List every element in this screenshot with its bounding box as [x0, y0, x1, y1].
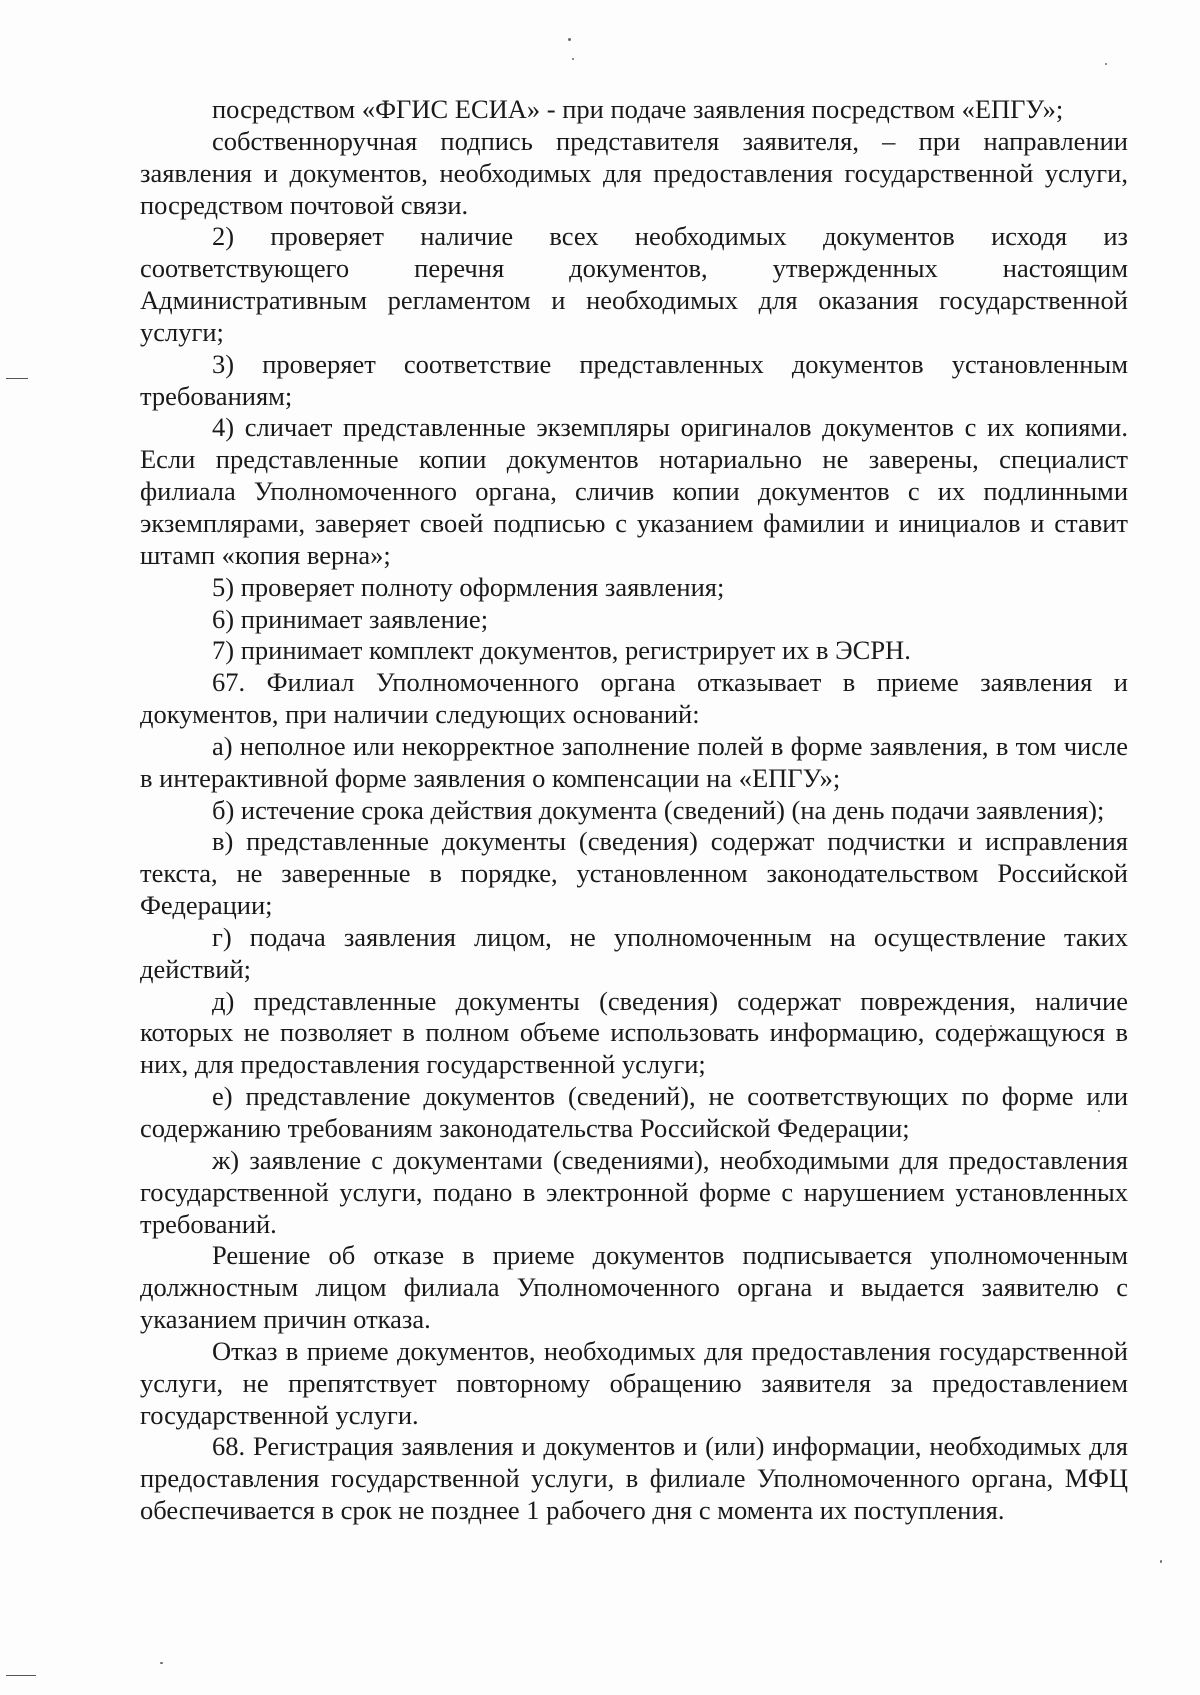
paragraph: посредством «ФГИС ЕСИА» - при подаче заявления посредством «ЕПГУ»; — [212, 94, 1064, 124]
paragraph: а) неполное или некорректное заполнение полей в форме заявления, в том числе в интерактивной форме заявления о компенсации на «ЕПГУ»; — [140, 730, 1128, 793]
paragraph: ж) заявление с документами (сведениями), необходимыми для предоставления государственной услуги, подано в электронной форме с нарушением установленных требований. — [140, 1144, 1128, 1239]
paragraph: г) подача заявления лицом, не уполномоченным на осуществление таких действий; — [140, 921, 1128, 984]
scan-speck — [160, 1662, 163, 1664]
paragraph: б) истечение срока действия документа (сведений) (на день подачи заявления); — [212, 794, 1105, 825]
paragraph: 67. Филиал Уполномоченного органа отказывает в приеме заявления и документов, при наличии следующих оснований: — [140, 667, 1128, 730]
paragraph: 2) проверяет наличие всех необходимых документов исходя из соответствующего перечня документов, утвержденных настоящим Административным регламентом и необходимых для оказания государственной услуги; — [140, 221, 1128, 347]
scan-edge-mark — [6, 1675, 36, 1676]
paragraph: собственноручная подпись представителя заявителя, – при направлении заявления и документов, необходимых для предоставления государственной услуги, посредством почтовой связи. — [140, 125, 1128, 220]
paragraph: 5) проверяет полноту оформления заявления; — [212, 571, 725, 602]
paragraph: в) представленные документы (сведения) содержат подчистки и исправления текста, не заверенные в порядке, установленном законодательством Российской Федерации; — [140, 826, 1128, 921]
paragraph: е) представление документов (сведений), не соответствующих по форме или содержанию требованиям законодательства Российской Федерации; — [140, 1081, 1128, 1143]
scan-edge-mark — [6, 378, 28, 379]
paragraph: 3) проверяет соответствие представленных документов установленным требованиям; — [140, 348, 1128, 411]
paragraph: 7) принимает комплект документов, регистрирует их в ЭСРН. — [212, 635, 911, 666]
paragraph: д) представленные документы (сведения) содержат повреждения, наличие которых не позволяет в полном объеме использовать информацию, содержащуюся в них, для предоставления государственной услуги; — [140, 985, 1128, 1080]
paragraph: 68. Регистрация заявления и документов и (или) информации, необходимых для предоставления государственной услуги, в филиале Уполномоченного органа, МФЦ обеспечивается в срок не позднее 1 рабочего дня с момента их поступления. — [140, 1431, 1128, 1526]
scan-speck — [1160, 1560, 1162, 1563]
paragraph: 6) принимает заявление; — [212, 603, 489, 634]
paragraph: Решение об отказе в приеме документов подписывается уполномоченным должностным лицом филиала Уполномоченного органа и выдается заявителю с указанием причин отказа. — [140, 1240, 1128, 1335]
scan-speck — [572, 58, 574, 60]
scan-speck — [1105, 63, 1107, 65]
scan-speck — [568, 38, 571, 41]
paragraph: 4) сличает представленные экземпляры оригиналов документов с их копиями. Если представленные копии документов нотариально не заверены, специалист филиала Уполномоченного органа, сличив копии документов с их подлинными экземплярами, заверяет своей подписью с указанием фамилии и инициалов и ставит штамп «копия верна»; — [140, 412, 1128, 570]
paragraph: Отказ в приеме документов, необходимых для предоставления государственной услуги, не препятствует повторному обращению заявителя за предоставлением государственной услуги. — [140, 1335, 1128, 1430]
document-body — [140, 94, 1128, 1527]
